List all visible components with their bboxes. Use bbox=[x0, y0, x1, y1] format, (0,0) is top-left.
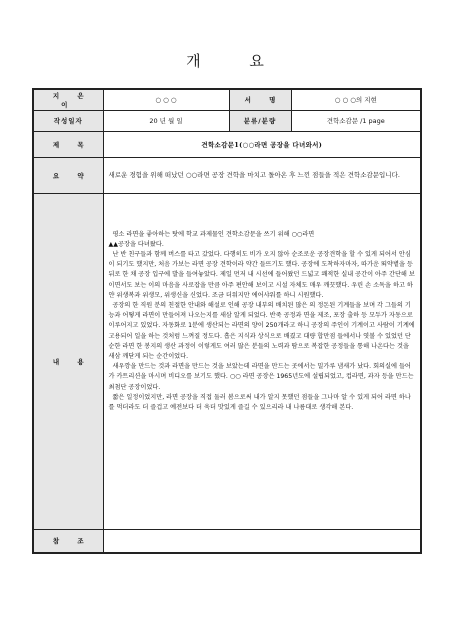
reference-label: 참 조 bbox=[33, 529, 103, 553]
summary-value: 새로운 경험을 위해 떠났던 ○○라면 공장 견학을 마치고 돌아온 후 느낀 점들을 적은 견학소감문입니다. bbox=[103, 157, 421, 193]
category-value: 견학소감문 /1 page bbox=[291, 110, 421, 131]
document-title: 개 요 bbox=[186, 52, 286, 70]
summary-row bbox=[33, 157, 421, 193]
content-paragraph: ▲▲공장을 다녀왔다. bbox=[108, 240, 164, 248]
content-paragraph: 짧은 일정이었지만, 라면 공장을 직접 둘러 봄으로써 내가 알지 못했던 점들을 그나마 알 수 있게 되어 라면 하나를 먹더라도 더 즐겁고 예전보다 더 욱더 맛있게 즐길 수 있으리라 내 나름대로 생각해 본다. bbox=[108, 393, 411, 411]
content-label: 내 용 bbox=[33, 193, 103, 529]
reference-row bbox=[33, 529, 421, 553]
content-paragraph: 난 반 친구들과 함께 버스를 타고 갔었다. 다행히도 비가 오지 않아 순조로운 공장견학을 할 수 있게 되어서 안심이 되기도 했지만, 처음 가보는 라면 공장 견학이라 약간 들뜨기도 했다. 공장에 도착하자마자, 따가운 뙤약볕을 등 뒤로 한 채 공장 입구에 발을 들여놓았다. 제일 먼저 내 시선에 들어왔던 드넓고 쾌적한 실내 공간이 아주 간단해 보이면서도 보는 이의 마음을 사로잡을 만큼 아주 편안해 보이고 시설 자체도 매우 깨끗했다. 우린 손 소독을 하고 하얀 위생복과 위생모, 위생신을 신었다. 조금 더워지만 에어샤워를 하니 시원했다. bbox=[108, 250, 415, 299]
author-label: 지 은 이 bbox=[33, 89, 103, 110]
category-label: 분류/분량 bbox=[229, 110, 291, 131]
name-value: ○ ○ ○의 지현 bbox=[291, 89, 421, 110]
content-top-space bbox=[109, 194, 416, 230]
content-paragraph: 공장의 한 직원 분의 친절한 안내와 해설로 인해 공장 내부의 배치된 많은 의 정돈된 기계들을 보며 각 그들의 기능과 어떻게 라면이 만들어져 나오는지를 새삼 알게 되었다. 반죽 공정과 면을 제조, 포장 출하 등 모두가 자동으로 이루어지고 있었다. 자동화로 1분에 생산되는 라면의 양이 250개라고 하니 공장의 주인이 기계이고 사람이 기계에 고용되어 일을 하는 것처럼 느껴질 정도다. 흡은 지식과 상식으로 배겼고 대량 합만점 들에서나 엿볼 수 있었던 단순한 라면 한 봉지의 생산 과정이 이렇게도 여러 많은 분들의 노력과 땀으로 복잡한 공정들을 통해 나온다는 것을 새삼 깨닫게 되는 순간이었다. bbox=[108, 301, 417, 360]
subject-row bbox=[33, 131, 421, 157]
date-label: 작성일자 bbox=[33, 110, 103, 131]
reference-value bbox=[103, 529, 421, 553]
author-row bbox=[33, 89, 421, 110]
overview-form-table bbox=[32, 88, 422, 554]
author-value: ○ ○ ○ bbox=[103, 89, 229, 110]
content-paragraph: 새우깡을 만드는 것과 라면을 만드는 것을 보았는데 라면을 만드는 곳에서는 밀가루 냄새가 났다. 회의실에 들어가 카트리션을 마시며 비디오를 보기도 했다. ○○ 라면 공장은 1965년도에 설립되었고, 컵라면, 과자 등을 만드는 최첨단 공장이었다. bbox=[108, 363, 416, 391]
name-label: 서 명 bbox=[229, 89, 291, 110]
subject-value: 견학소감문1(○○라면 공장을 다녀와서) bbox=[103, 131, 421, 157]
date-value: 20 년 월 일 bbox=[103, 110, 229, 131]
summary-label: 요 약 bbox=[33, 157, 103, 193]
content-body bbox=[103, 193, 421, 529]
content-row bbox=[33, 193, 421, 529]
date-row bbox=[33, 110, 421, 131]
subject-label: 제 목 bbox=[33, 131, 103, 157]
content-paragraph: 평소 라면을 좋아하는 탓에 학교 과제물인 견학소감문을 쓰기 위해 ○○라면 bbox=[108, 230, 315, 238]
